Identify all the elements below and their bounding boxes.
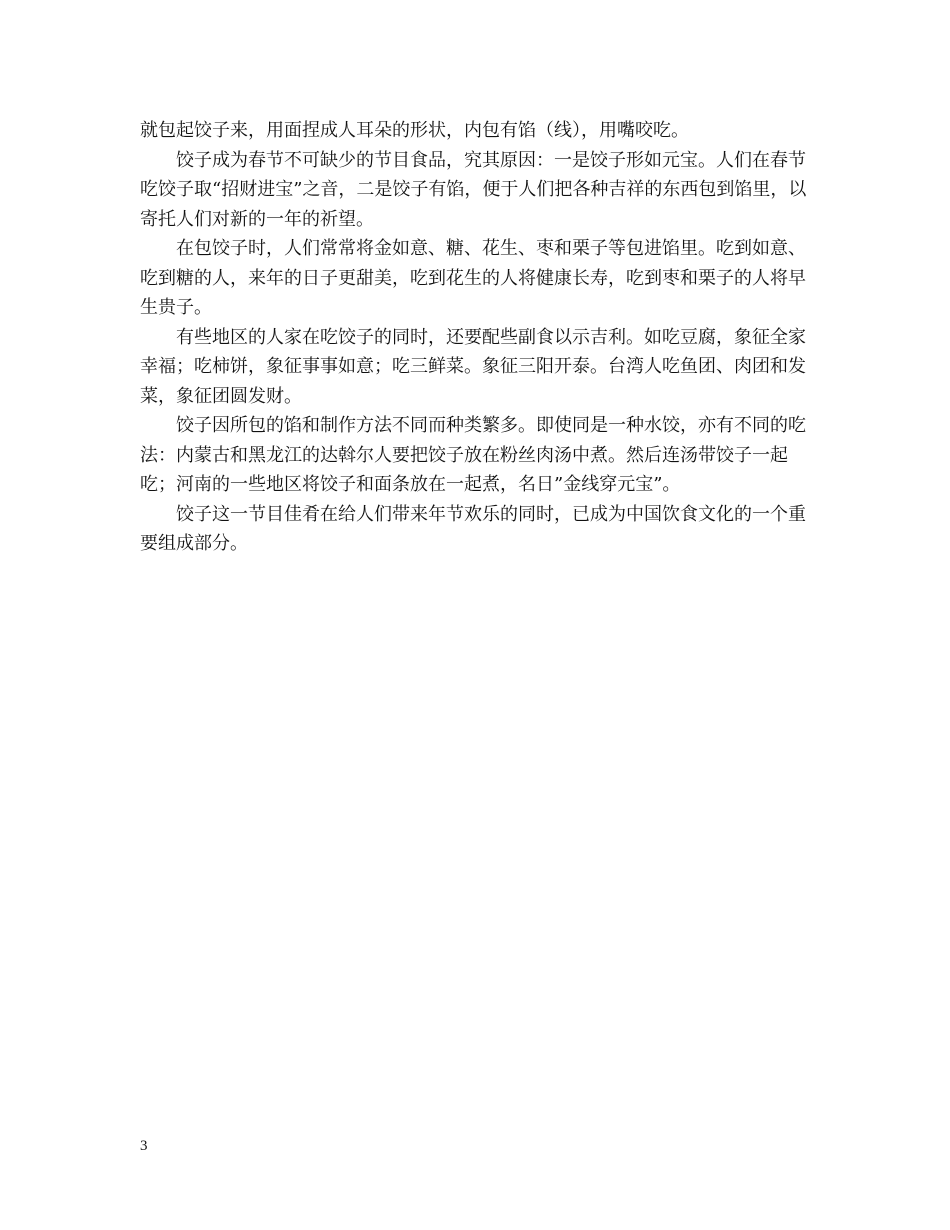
paragraph: 在包饺子时，人们常常将金如意、糖、花生、枣和栗子等包进馅里。吃到如意、吃到糖的人，来年的日子更甜美，吃到花生的人将健康长寿，吃到枣和栗子的人将早生贵子。 [140,238,806,318]
paragraph: 饺子成为春节不可缺少的节目食品，究其原因：一是饺子形如元宝。人们在春节吃饺子取“招财进宝”之音，二是饺子有馅，便于人们把各种吉祥的东西包到馅里，以寄托人们对新的一年的祈望。 [140,149,807,230]
paragraph: 饺子因所包的馅和制作方法不同而种类繁多。即使同是一种水饺，亦有不同的吃法：内蒙古和黑龙江的达斡尔人要把饺子放在粉丝肉汤中煮。然后连汤带饺子一起吃；河南的一些地区将饺子和面条放在一起煮，名日”金线穿元宝”。 [140,415,806,495]
paragraph-continued: 就包起饺子来，用面捏成人耳朵的形状，内包有馅（线），用嘴咬吃。 [140,120,689,141]
document-body [140,116,820,559]
paragraph: 有些地区的人家在吃饺子的同时，还要配些副食以示吉利。如吃豆腐，象征全家幸福；吃柿饼，象征事事如意；吃三鲜菜。象征三阳开泰。台湾人吃鱼团、肉团和发菜，象征团圆发财。 [140,326,806,407]
paragraph: 饺子这一节目佳肴在给人们带来年节欢乐的同时，已成为中国饮食文化的一个重要组成部分。 [140,503,806,554]
page-number: 3 [140,1138,148,1154]
